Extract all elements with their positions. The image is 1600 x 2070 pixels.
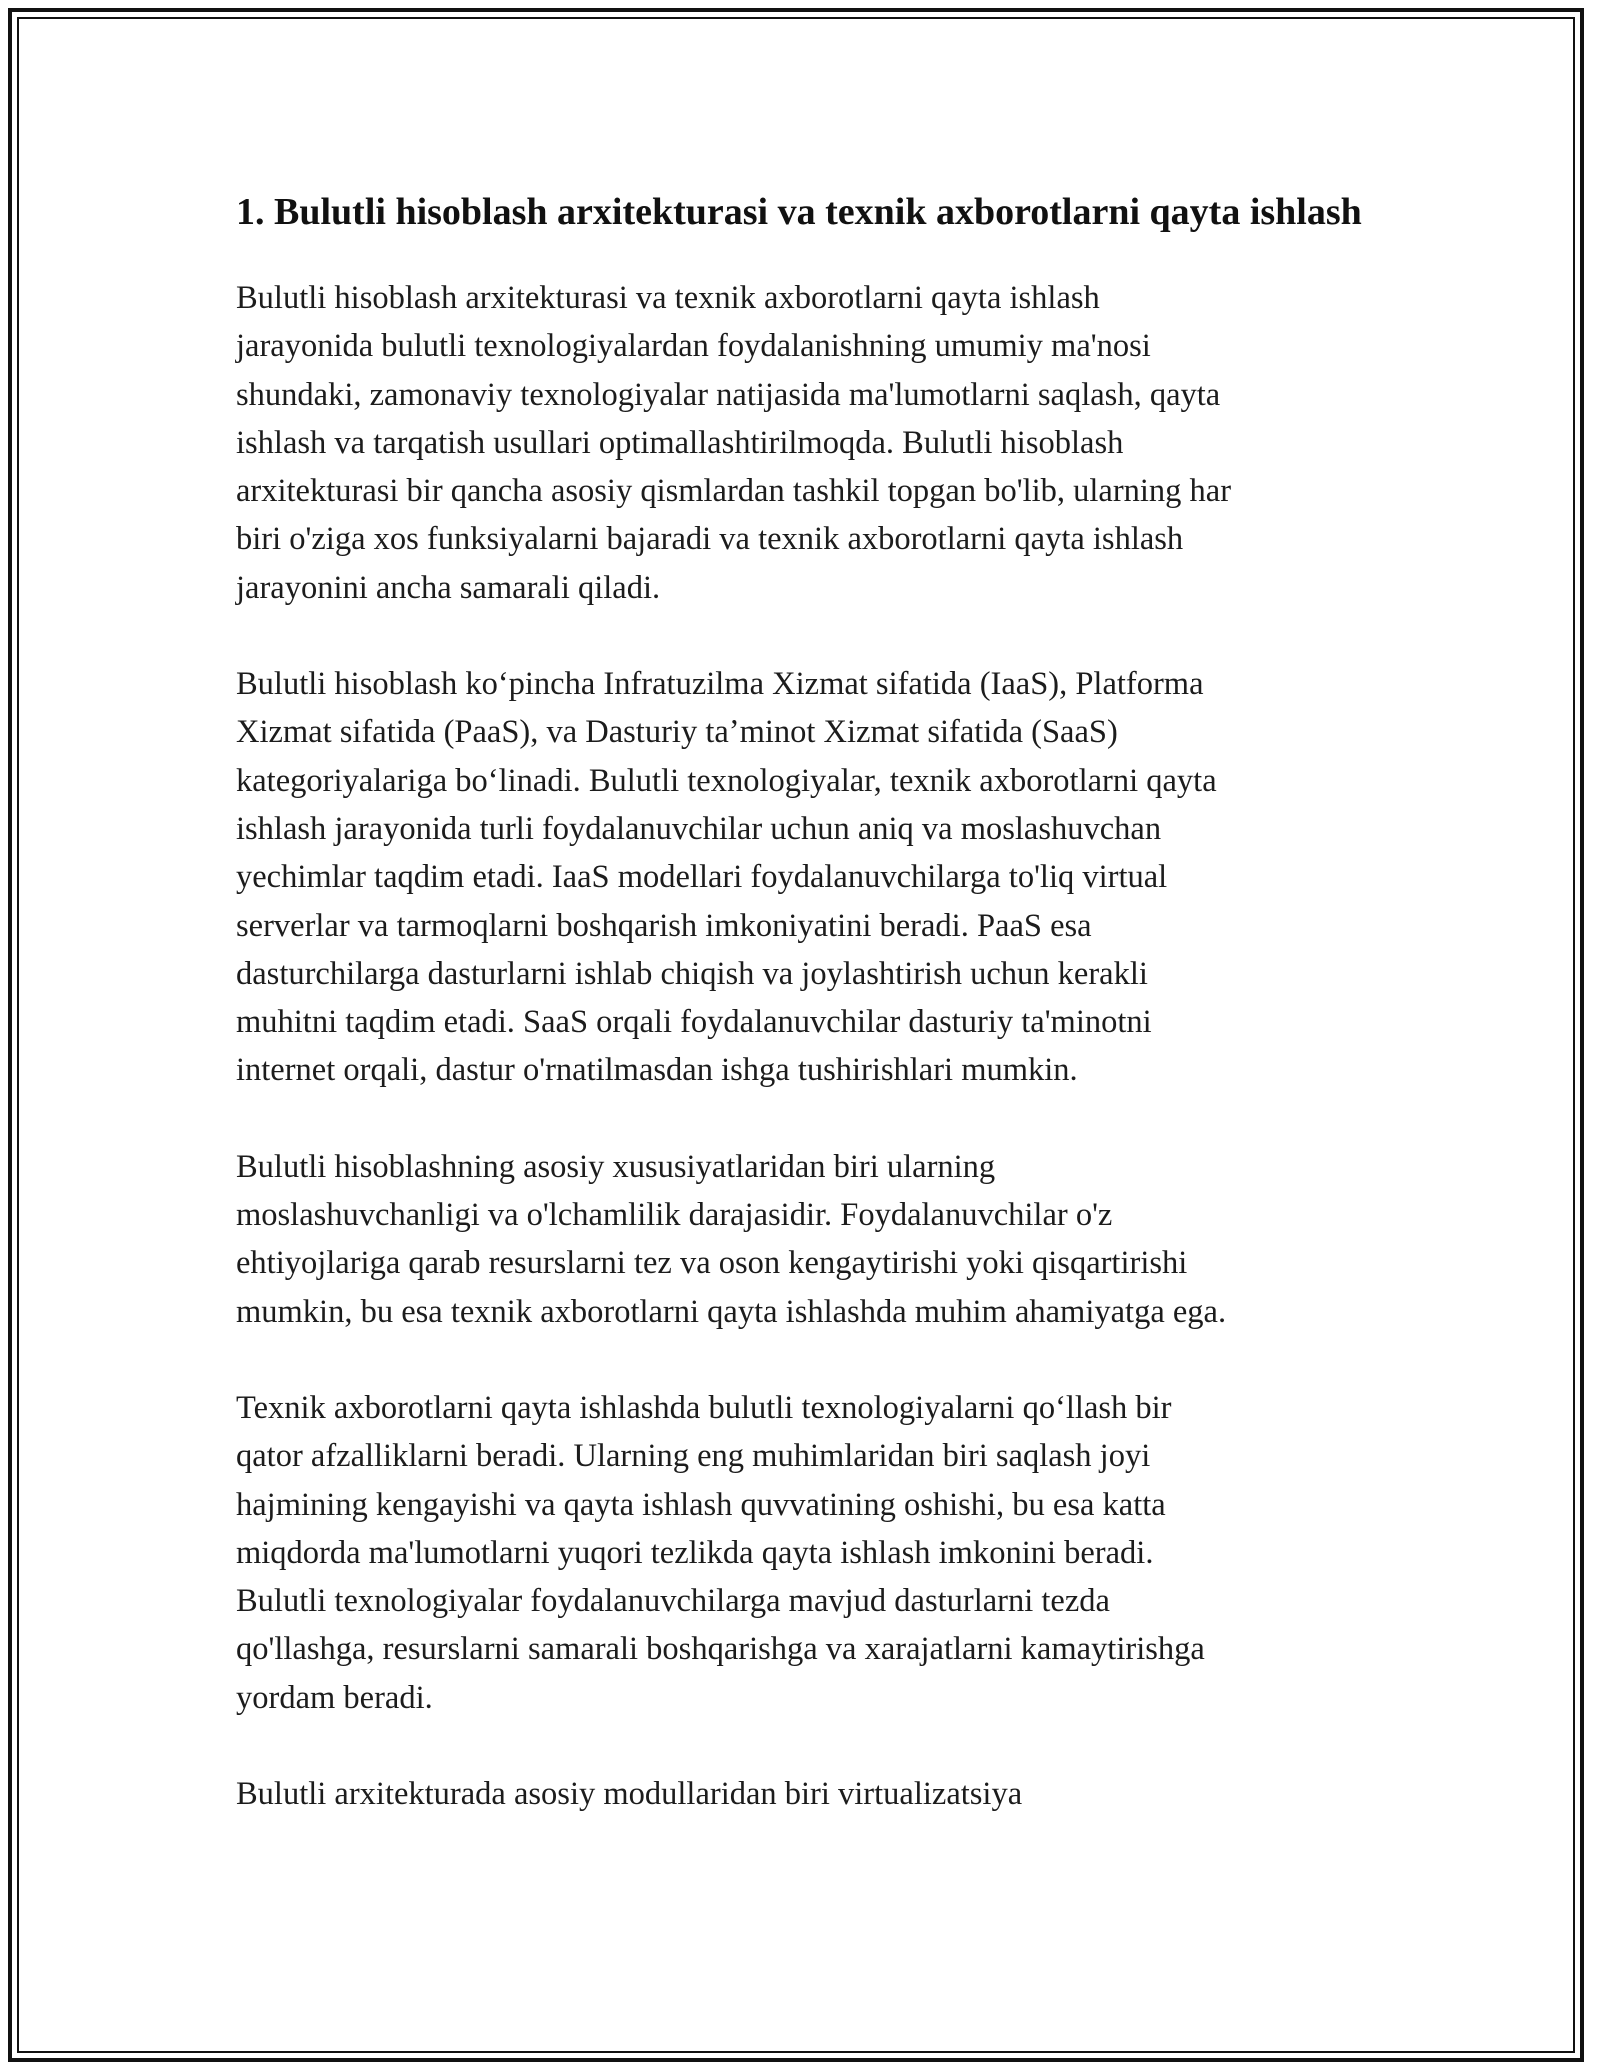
paragraph-advantages: Texnik axborotlarni qayta ishlashda bulutli texnologiyalarni qoʻllash bir qator afzalliklarni beradi. Ularning eng muhimlaridan biri saqlash joyi hajmining kengayishi va qayta ishlash quvvatining oshishi, bu esa katta miqdorda ma'lumotlarni yuqori tezlikda qayta ishlash imkonini beradi. Bulutli texnologiyalar foydalanuvchilarga mavjud dasturlarni tezda qo'llashga, resurslarni samarali boshqarishga va xarajatlarni kamaytirishga yordam beradi. (236, 1389, 1205, 1716)
paragraph-virtualization: Bulutli arxitekturada asosiy modullaridan biri virtualizatsiya (236, 1776, 1023, 1813)
section-heading: 1. Bulutli hisoblash arxitekturasi va texnik axborotlarni qayta ishlash (236, 191, 1362, 233)
paragraph-architecture-intro: Bulutli hisoblash arxitekturasi va texnik axborotlarni qayta ishlash jarayonida bulutli texnologiyalardan foydalanishning umumiy ma'nosi shundaki, zamonaviy texnologiyalar natijasida ma'lumotlarni saqlash, qayta ishlash va tarqatish usullari optimallashtirilmoqda. Bulutli hisoblash arxitekturasi bir qancha asosiy qismlardan tashkil topgan bo'lib, ularning har biri o'ziga xos funksiyalarni bajaradi va texnik axborotlarni qayta ishlash jarayonini ancha samarali qiladi. (236, 280, 1232, 606)
paragraph-scalability: Bulutli hisoblashning asosiy xususiyatlaridan biri ularning moslashuvchanligi va o'lchamlilik darajasidir. Foydalanuvchilar o'z ehtiyojlariga qarab resurslarni tez va oson kengaytirishi yoki qisqartirishi mumkin, bu esa texnik axborotlarni qayta ishlashda muhim ahamiyatga ega. (236, 1148, 1227, 1330)
paragraph-service-models: Bulutli hisoblash koʻpincha Infratuzilma Xizmat sifatida (IaaS), Platforma Xizmat sifatida (PaaS), va Dasturiy taʼminot Xizmat sifatida (SaaS) kategoriyalariga boʻlinadi. Bulutli texnologiyalar, texnik axborotlarni qayta ishlash jarayonida turli foydalanuvchilar uchun aniq va moslashuvchan yechimlar taqdim etadi. IaaS modellari foydalanuvchilarga to'liq virtual serverlar va tarmoqlarni boshqarish imkoniyatini beradi. PaaS esa dasturchilarga dasturlarni ishlab chiqish va joylashtirish uchun kerakli muhitni taqdim etadi. SaaS orqali foydalanuvchilar dasturiy ta'minotni internet orqali, dastur o'rnatilmasdan ishga tushirishlari mumkin. (236, 666, 1217, 1089)
document-body (236, 185, 1376, 1866)
